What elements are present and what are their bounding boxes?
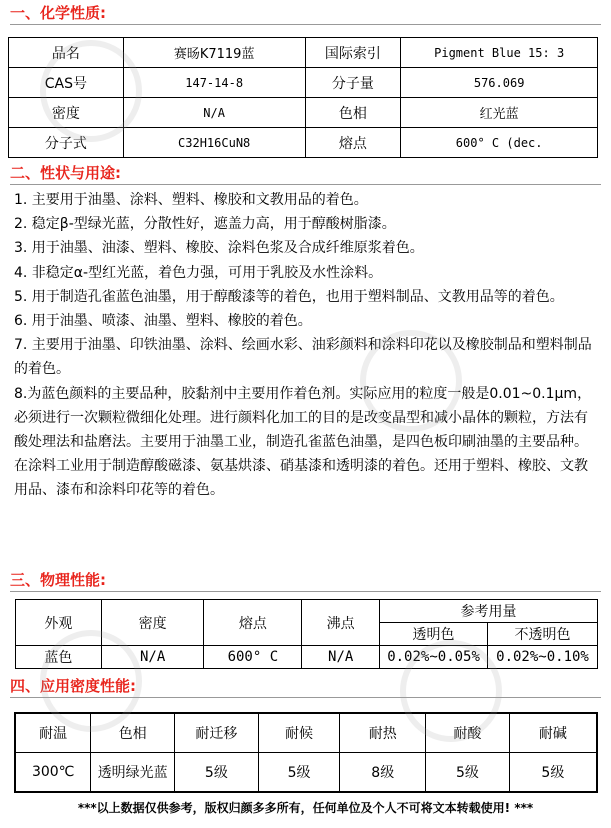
table-row bbox=[16, 600, 598, 623]
physical-properties-table bbox=[15, 599, 598, 669]
value-appearance: 蓝色 bbox=[16, 646, 102, 669]
label-cas: CAS号 bbox=[9, 68, 124, 98]
header-alkali-resistance: 耐碱 bbox=[509, 713, 597, 753]
value-mw: 576.069 bbox=[401, 68, 598, 98]
label-density: 密度 bbox=[9, 98, 124, 128]
header-appearance: 外观 bbox=[16, 600, 102, 646]
section-title-chemical: 一、化学性质: bbox=[10, 4, 106, 22]
value-weather-resistance: 5级 bbox=[258, 753, 340, 793]
value-acid-resistance: 5级 bbox=[426, 753, 510, 793]
uses-list bbox=[14, 188, 597, 503]
table-row bbox=[15, 713, 597, 753]
header-melting-point: 熔点 bbox=[204, 600, 302, 646]
value-opaque-dosage: 0.02%~0.10% bbox=[488, 646, 598, 669]
divider bbox=[10, 184, 601, 185]
header-hue: 色相 bbox=[91, 713, 175, 753]
value-temperature-resistance: 300℃ bbox=[15, 753, 91, 793]
value-transparent-dosage: 0.02%~0.05% bbox=[380, 646, 488, 669]
table-row bbox=[9, 38, 598, 68]
list-item: 8.为蓝色颜料的主要品种，胶黏剂中主要用作着色剂。实际应用的粒度一般是0.01~0.1μm，必须进行一次颗粒微细化处理。进行颜料化加工的目的是改变晶型和减小晶体的颗粒，方法有酸处理法和盐磨法。主要用于油墨工业，制造孔雀蓝色油墨，是四色板印刷油墨的主要品种。在涂料工业用于制造醇酸磁漆、氨基烘漆、硝基漆和透明漆的着色。还用于塑料、橡胶、文教用品、漆布和涂料印花等的着色。 bbox=[14, 385, 592, 499]
header-boiling-point: 沸点 bbox=[302, 600, 380, 646]
header-heat-resistance: 耐热 bbox=[340, 713, 426, 753]
header-temperature-resistance: 耐温 bbox=[15, 713, 91, 753]
label-name: 品名 bbox=[9, 38, 124, 68]
application-properties-table bbox=[14, 712, 598, 793]
value-density: N/A bbox=[123, 98, 305, 128]
list-item: 3. 用于油墨、油漆、塑料、橡胶、涂料色浆及合成纤维原浆着色。 bbox=[14, 240, 424, 257]
value-formula: C32H16CuN8 bbox=[123, 128, 305, 158]
table-row bbox=[9, 68, 598, 98]
list-item: 4. 非稳定α-型红光蓝，着色力强，可用于乳胶及水性涂料。 bbox=[14, 264, 383, 281]
label-formula: 分子式 bbox=[9, 128, 124, 158]
label-mw: 分子量 bbox=[305, 68, 401, 98]
table-row bbox=[9, 128, 598, 158]
value-density: N/A bbox=[101, 646, 204, 669]
label-index: 国际索引 bbox=[305, 38, 401, 68]
list-item: 2. 稳定β-型绿光蓝，分散性好，遮盖力高，用于醇酸树脂漆。 bbox=[14, 216, 396, 233]
header-reference-dosage: 参考用量 bbox=[380, 600, 598, 623]
table-row bbox=[15, 753, 597, 793]
value-melting-point: 600° C (dec. bbox=[401, 128, 598, 158]
value-cas: 147-14-8 bbox=[123, 68, 305, 98]
value-hue: 红光蓝 bbox=[401, 98, 598, 128]
header-opaque: 不透明色 bbox=[488, 623, 598, 646]
copyright-footer: ***以上数据仅供参考，版权归颜多多所有，任何单位及个人不可将文本转载使用! *** bbox=[77, 801, 534, 815]
header-migration-resistance: 耐迁移 bbox=[175, 713, 259, 753]
label-melting-point: 熔点 bbox=[305, 128, 401, 158]
header-weather-resistance: 耐候 bbox=[258, 713, 340, 753]
divider bbox=[10, 697, 601, 698]
list-item: 6. 用于油墨、喷漆、油墨、塑料、橡胶的着色。 bbox=[14, 313, 312, 330]
section-title-uses: 二、性状与用途: bbox=[10, 164, 121, 182]
value-hue: 透明绿光蓝 bbox=[91, 753, 175, 793]
table-row bbox=[9, 98, 598, 128]
header-density: 密度 bbox=[101, 600, 204, 646]
header-transparent: 透明色 bbox=[380, 623, 488, 646]
divider bbox=[10, 24, 601, 25]
value-heat-resistance: 8级 bbox=[340, 753, 426, 793]
section-title-physical: 三、物理性能: bbox=[10, 571, 106, 589]
section-title-application: 四、应用密度性能: bbox=[10, 677, 136, 695]
list-item: 1. 主要用于油墨、涂料、塑料、橡胶和文教用品的着色。 bbox=[14, 192, 368, 208]
table-row bbox=[16, 646, 598, 669]
header-acid-resistance: 耐酸 bbox=[426, 713, 510, 753]
value-alkali-resistance: 5级 bbox=[509, 753, 597, 793]
label-hue: 色相 bbox=[305, 98, 401, 128]
value-migration-resistance: 5级 bbox=[175, 753, 259, 793]
list-item: 7. 主要用于油墨、印铁油墨、涂料、绘画水彩、油彩颜料和涂料印花以及橡胶制品和塑料制品的着色。 bbox=[14, 337, 592, 378]
divider bbox=[10, 591, 601, 592]
value-melting-point: 600° C bbox=[204, 646, 302, 669]
value-name: 赛旸K7119蓝 bbox=[123, 38, 305, 68]
chemical-properties-table bbox=[8, 37, 598, 158]
list-item: 5. 用于制造孔雀蓝色油墨，用于醇酸漆等的着色，也用于塑料制品、文教用品等的着色。 bbox=[14, 288, 564, 305]
value-boiling-point: N/A bbox=[302, 646, 380, 669]
value-index: Pigment Blue 15: 3 bbox=[401, 38, 598, 68]
